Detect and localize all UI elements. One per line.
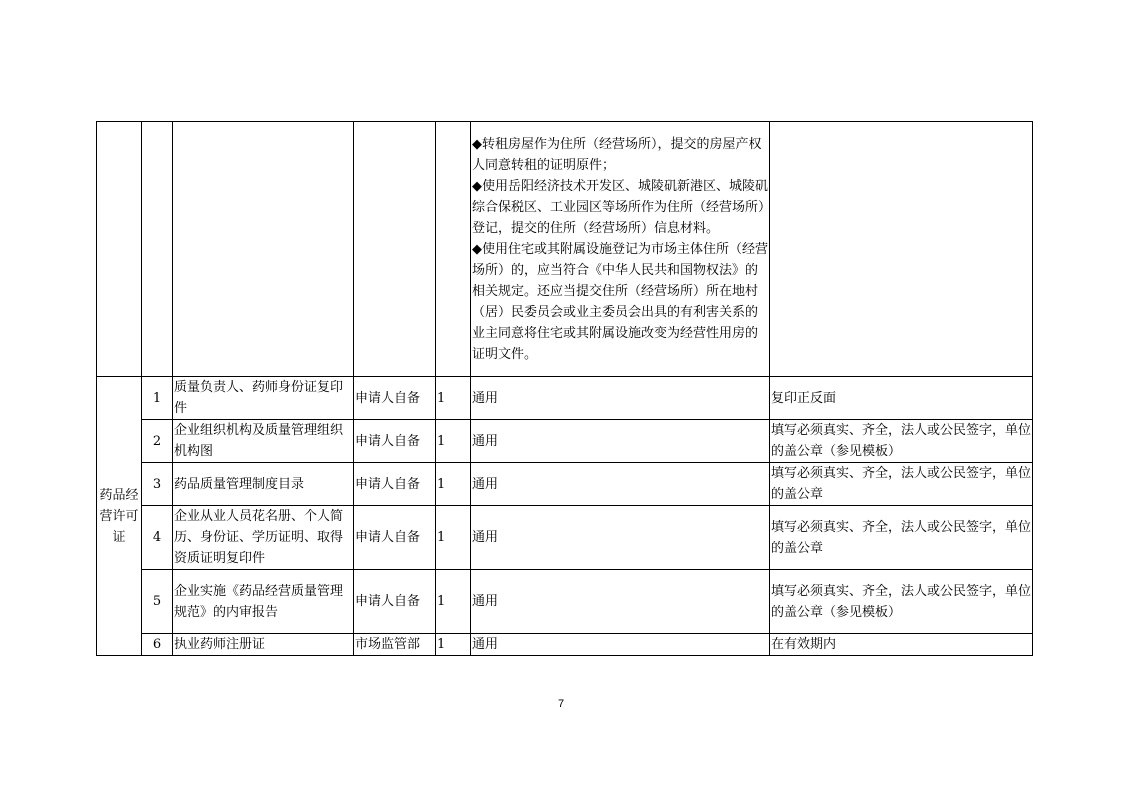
table-row — [97, 463, 1033, 506]
row-number: 1 — [142, 377, 173, 420]
table-row — [97, 634, 1033, 656]
table-row — [97, 377, 1033, 420]
material-name: 企业组织机构及质量管理组织机构图 — [173, 420, 354, 463]
material-note: 填写必须真实、齐全，法人或公民签字，单位的盖公章 — [770, 506, 1033, 570]
material-name: 质量负责人、药师身份证复印件 — [173, 377, 354, 420]
material-source: 申请人自备 — [354, 377, 436, 420]
row-number: 2 — [142, 420, 173, 463]
continued-note-cell — [770, 122, 1033, 377]
table-row — [97, 570, 1033, 634]
requirement-text: ◆转租房屋作为住所（经营场所），提交的房屋产权人同意转租的证明原件； — [472, 136, 762, 173]
continued-row — [97, 122, 1033, 377]
material-note: 在有效期内 — [770, 634, 1033, 656]
requirement-text: ◆使用岳阳经济技术开发区、城陵矶新港区、城陵矶综合保税区、工业园区等场所作为住所（经营场所）登记，提交的住所（经营场所）信息材料。 — [472, 178, 768, 236]
material-name: 执业药师注册证 — [173, 634, 354, 656]
material-name: 企业实施《药品经营质量管理规范》的内审报告 — [173, 570, 354, 634]
material-copies: 1 — [436, 420, 471, 463]
material-scope: 通用 — [471, 506, 770, 570]
material-note: 填写必须真实、齐全，法人或公民签字，单位的盖公章 — [770, 463, 1033, 506]
material-scope: 通用 — [471, 377, 770, 420]
material-copies: 1 — [436, 634, 471, 656]
continued-name-cell — [173, 122, 354, 377]
material-scope: 通用 — [471, 570, 770, 634]
table-row — [97, 420, 1033, 463]
material-source: 市场监管部 — [354, 634, 436, 656]
continued-requirements-cell — [471, 122, 770, 377]
material-scope: 通用 — [471, 634, 770, 656]
material-note: 复印正反面 — [770, 377, 1033, 420]
row-number: 4 — [142, 506, 173, 570]
material-source: 申请人自备 — [354, 463, 436, 506]
continued-copies-cell — [436, 122, 471, 377]
material-scope: 通用 — [471, 463, 770, 506]
continued-source-cell — [354, 122, 436, 377]
requirement-text: ◆使用住宅或其附属设施登记为市场主体住所（经营场所）的，应当符合《中华人民共和国物权法》的相关规定。还应当提交住所（经营场所）所在地村（居）民委员会或业主委员会出具的有利害关系的业主同意将住宅或其附属设施改变为经营性用房的证明文件。 — [472, 241, 768, 362]
material-name: 药品质量管理制度目录 — [173, 463, 354, 506]
material-note: 填写必须真实、齐全，法人或公民签字，单位的盖公章（参见模板） — [770, 570, 1033, 634]
continued-number-cell — [142, 122, 173, 377]
material-name: 企业从业人员花名册、个人简历、身份证、学历证明、取得资质证明复印件 — [173, 506, 354, 570]
material-copies: 1 — [436, 377, 471, 420]
materials-table — [96, 121, 1033, 656]
category-cell: 药品经营许可证 — [97, 377, 142, 656]
row-number: 6 — [142, 634, 173, 656]
material-scope: 通用 — [471, 420, 770, 463]
material-note: 填写必须真实、齐全，法人或公民签字，单位的盖公章（参见模板） — [770, 420, 1033, 463]
material-source: 申请人自备 — [354, 506, 436, 570]
table-row — [97, 506, 1033, 570]
material-copies: 1 — [436, 463, 471, 506]
row-number: 5 — [142, 570, 173, 634]
row-number: 3 — [142, 463, 173, 506]
material-copies: 1 — [436, 570, 471, 634]
material-copies: 1 — [436, 506, 471, 570]
material-source: 申请人自备 — [354, 420, 436, 463]
page-number: 7 — [557, 698, 565, 710]
material-source: 申请人自备 — [354, 570, 436, 634]
continued-category-cell — [97, 122, 142, 377]
